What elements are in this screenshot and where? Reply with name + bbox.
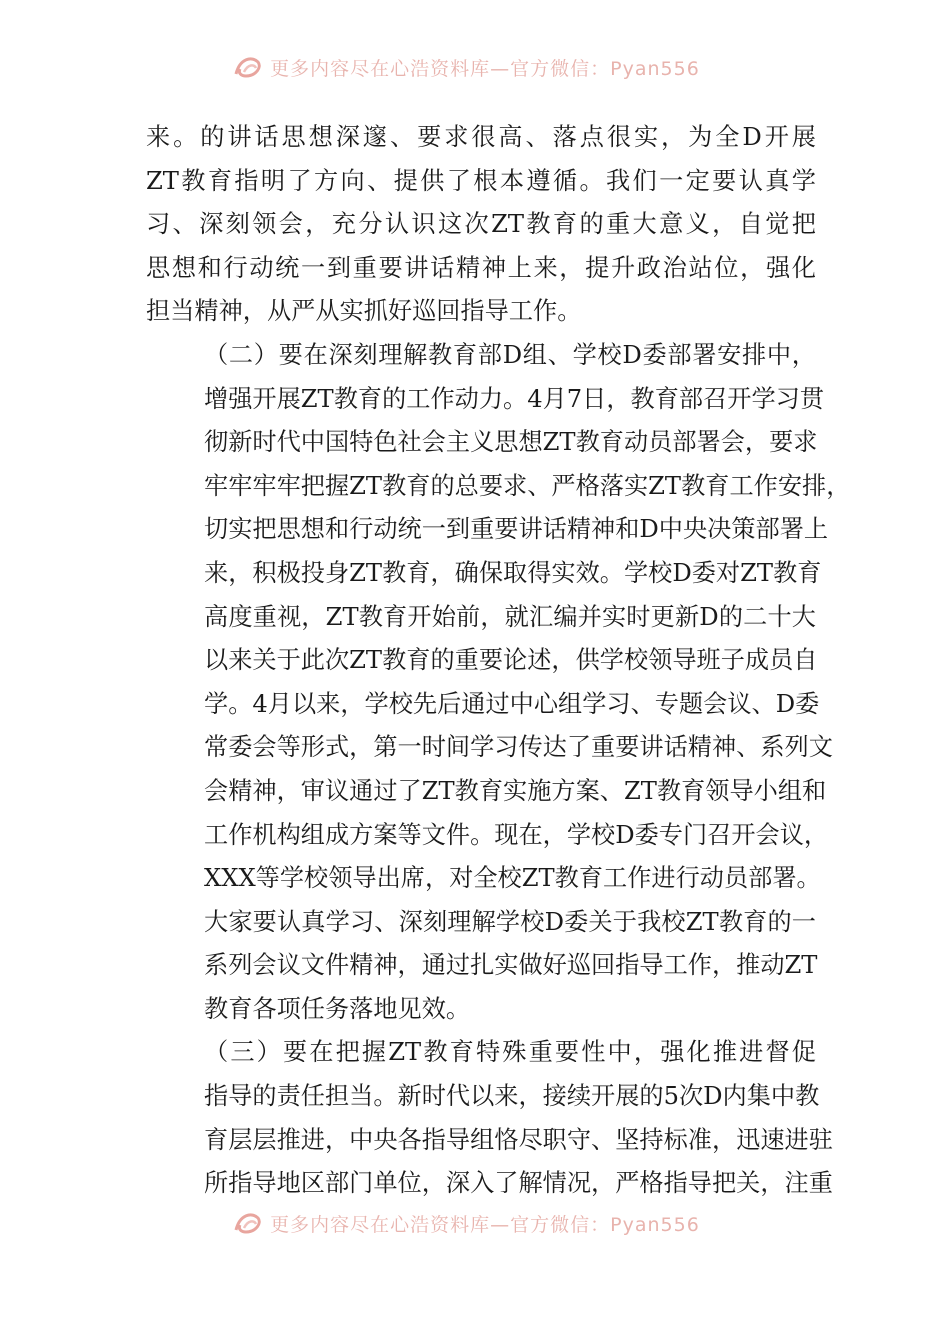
text-line: 牢牢牢牢把握ZT教育的总要求、严格落实ZT教育工作安排， [204, 471, 851, 500]
text-line: 大家要认真学习、深刻理解学校D委关于我校ZT教育的一 [204, 907, 816, 936]
text-line: 习、深刻领会，充分认识这次ZT教育的重大意义，自觉把 [146, 210, 816, 239]
text-line: （二）要在深刻理解教育部D组、学校D委部署安排中， [204, 340, 816, 369]
text-line: 切实把思想和行动统一到重要讲话精神和D中央决策部署上 [204, 515, 829, 544]
text-line: 常委会等形式，第一时间学习传达了重要讲话精神、系列文 [204, 733, 833, 762]
paragraph [146, 334, 851, 1032]
text-line: 会精神，审议通过了ZT教育实施方案、ZT教育领导小组和 [204, 776, 827, 805]
watermark-logo-icon [232, 1210, 264, 1236]
text-line: 所指导地区部门单位，深入了解情况，严格指导把关，注重 [204, 1169, 833, 1198]
text-line: 育层层推进，中央各指导组恪尽职守、坚持标准，迅速进驻 [204, 1125, 833, 1154]
text-line: 工作机构组成方案等文件。现在，学校D委专门召开会议， [204, 820, 829, 849]
text-line: 以来关于此次ZT教育的重要论述，供学校领导班子成员自 [204, 646, 818, 675]
watermark-logo-icon [232, 54, 264, 80]
text-line: 思想和行动统一到重要讲话精神上来，提升政治站位，强化 [146, 253, 816, 282]
text-line: 担当精神，从严从实抓好巡回指导工作。 [146, 297, 582, 326]
watermark-text: 更多内容尽在心浩资料库—官方微信：Pyan556 [270, 1213, 700, 1236]
paragraph [146, 116, 816, 334]
watermark-footer [0, 1208, 950, 1238]
text-line: 高度重视，ZT教育开始前，就汇编并实时更新D的二十大 [204, 602, 816, 631]
text-line: 系列会议文件精神，通过扎实做好巡回指导工作，推动ZT [204, 951, 818, 980]
text-line: （三）要在把握ZT教育特殊重要性中，强化推进督促 [204, 1038, 816, 1067]
text-line: 增强开展ZT教育的工作动力。4月7日，教育部召开学习贯 [204, 384, 825, 413]
text-line: 学。4月以来，学校先后通过中心组学习、专题会议、D委 [204, 689, 820, 718]
text-line: ZT教育指明了方向、提供了根本遵循。我们一定要认真学 [146, 166, 816, 195]
text-line: 彻新时代中国特色社会主义思想ZT教育动员部署会，要求 [204, 428, 818, 457]
paragraph [146, 1031, 833, 1205]
watermark-text: 更多内容尽在心浩资料库—官方微信：Pyan556 [270, 57, 700, 80]
text-line: XXX等学校领导出席，对全校ZT教育工作进行动员部署。 [204, 864, 821, 893]
text-line: 来，积极投身ZT教育，确保取得实效。学校D委对ZT教育 [204, 558, 822, 587]
text-line: 教育各项任务落地见效。 [204, 994, 471, 1023]
text-line: 来。的讲话思想深邃、要求很高、落点很实，为全D开展 [146, 123, 816, 151]
watermark-header [0, 52, 950, 82]
document-body [146, 116, 851, 1206]
text-line: 指导的责任担当。新时代以来，接续开展的5次D内集中教 [204, 1082, 820, 1111]
